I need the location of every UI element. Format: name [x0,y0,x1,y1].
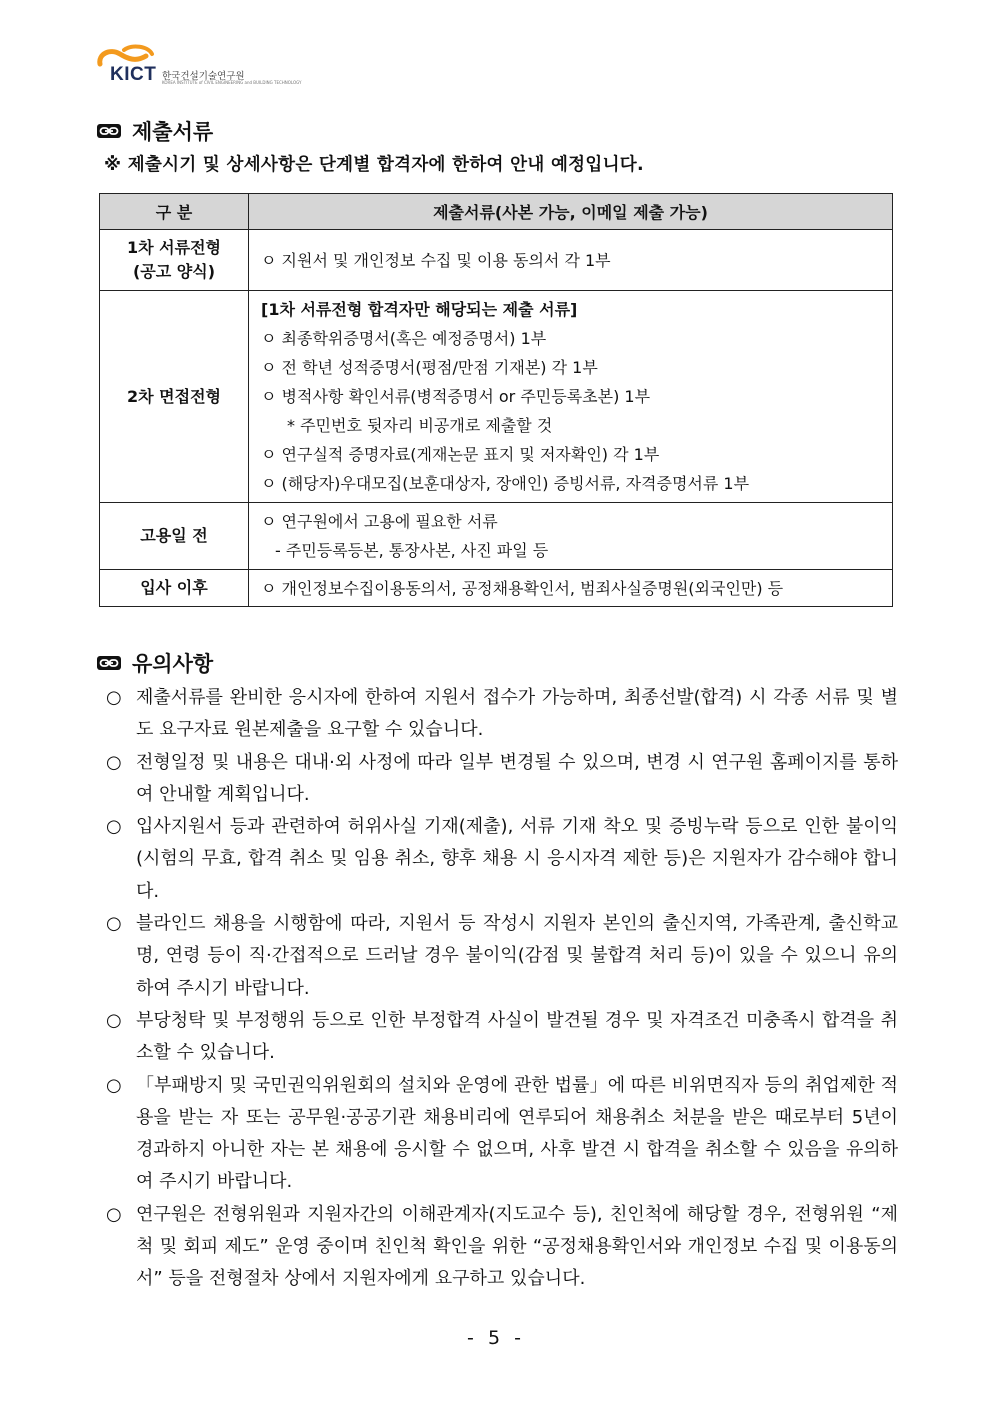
category-line: 입사 이후 [140,578,208,597]
documents-table [99,193,893,607]
row-category [100,503,249,570]
org-name: 한국건설기술연구원 [162,71,245,82]
row-category [100,291,249,503]
notes-list [104,682,898,1296]
row-content [249,570,893,607]
row-content [249,503,893,570]
list-item [104,1199,898,1296]
bullet: ○ [106,1009,122,1031]
note-text: 블라인드 채용을 시행함에 따라, 지원서 등 작성시 지원자 본인의 출신지역, 가족관계, 출신학교명, 연령 등이 직·간접적으로 드러날 경우 불이익(감점 및 불합격 처리 등)이 있을 수 있으니 유의하여 주시기 바랍니다. [136,913,898,999]
notes-section-header [96,648,213,678]
note-text: 전형일정 및 내용은 대내·외 사정에 따라 일부 변경될 수 있으며, 변경 시 연구원 홈페이지를 통하여 안내할 계획입니다. [136,751,898,805]
row-content [249,291,893,503]
row-category [100,570,249,607]
content-line: ㅇ 지원서 및 개인정보 수집 및 이용 동의서 각 1부 [261,250,611,270]
row-category [100,230,249,291]
link-icon [96,122,122,140]
list-item [104,1005,898,1070]
content-line: ㅇ 개인정보수집이용동의서, 공정채용확인서, 범죄사실증명원(외국인만) 등 [261,578,784,598]
content-line: ㅇ 전 학년 성적증명서(평점/만점 기재본) 각 1부 [261,358,598,377]
header-documents: 제출서류(사본 가능, 이메일 제출 가능) [249,194,893,230]
content-line: ㅇ (해당자)우대모집(보훈대상자, 장애인) 증빙서류, 자격증명서류 1부 [261,474,750,493]
note-text: 「부패방지 및 국민권익위원회의 설치와 운영에 관한 법률」에 따른 비위면직자 등의 취업제한 적용을 받는 자 또는 공무원·공공기관 채용비리에 연루되어 채용취소 처분을 받은 때로부터 5년이 경과하지 아니한 자는 본 채용에 응시할 수 없으며, 사후 발견 시 합격을 취소할 수 있음을 유의하여 주시기 바랍니다. [136,1074,898,1193]
bullet: ○ [106,1074,122,1096]
logo-text: KICT [110,64,157,85]
documents-title: 제출서류 [132,120,214,144]
note-text: 연구원은 전형위원과 지원자간의 이해관계자(지도교수 등), 친인척에 해당할 경우, 전형위원 “제척 및 회피 제도” 운영 중이며 친인척 확인을 위한 “공정채용확인서와 개인정보 수집 및 이용동의서” 등을 전형절차 상에서 지원자에게 요구하고 있습니다. [136,1203,898,1290]
content-line: ㅇ 최종학위증명서(혹은 예정증명서) 1부 [261,329,547,348]
note-text: 제출서류를 완비한 응시자에 한하여 지원서 접수가 가능하며, 최종선발(합격) 시 각종 서류 및 별도 요구자료 원본제출을 요구할 수 있습니다. [136,687,898,741]
bullet: ○ [106,816,122,838]
list-item [104,682,898,747]
category-line: 1차 서류전형 [127,238,221,257]
list-item [104,908,898,1005]
link-icon [96,654,122,672]
table-row [100,291,893,503]
bullet: ○ [106,687,122,708]
note-text: 부당청탁 및 부정행위 등으로 인한 부정합격 사실이 발견될 경우 및 자격조건 미충족시 합격을 취소할 수 있습니다. [136,1009,898,1064]
table-row [100,570,893,607]
category-line: 2차 면접전형 [127,386,221,406]
documents-section-header [96,116,213,146]
content-line: [1차 서류전형 합격자만 해당되는 제출 서류] [261,300,578,319]
content-line: ㅇ 병적사항 확인서류(병적증명서 or 주민등록초본) 1부 [261,387,651,406]
content-line: ㅇ 연구원에서 고용에 필요한 서류 [261,512,498,531]
list-item [104,811,898,908]
bullet: ○ [106,751,122,773]
category-line: 고용일 전 [140,526,208,545]
header-category: 구 분 [100,194,249,230]
bullet: ○ [106,1203,122,1225]
content-line: ㅇ 연구실적 증명자료(게재논문 표지 및 저자확인) 각 1부 [261,445,660,464]
note-text: 입사지원서 등과 관련하여 허위사실 기재(제출), 서류 기재 착오 및 증빙누락 등으로 인한 불이익(시험의 무효, 합격 취소 및 임용 취소, 향후 채용 시 응시자격 제한 등)은 지원자가 감수해야 합니다. [136,816,898,902]
table-row [100,503,893,570]
content-line: - 주민등록등본, 통장사본, 사진 파일 등 [275,541,549,560]
table-row [100,230,893,291]
page-number: - 5 - [467,1327,525,1349]
category-line: (공고 양식) [132,262,216,281]
org-name-en: KOREA INSTITUTE of CIVIL ENGINEERING and BUILDING TECHNOLOGY [162,80,302,85]
list-item [104,1070,898,1199]
notes-title: 유의사항 [132,652,214,676]
bullet: ○ [106,913,122,935]
kict-logo [96,44,302,85]
row-content [249,230,893,291]
list-item [104,747,898,812]
content-line: * 주민번호 뒷자리 비공개로 제출할 것 [287,416,553,435]
notice-text: ※ 제출시기 및 상세사항은 단계별 합격자에 한하여 안내 예정입니다. [104,155,644,175]
table-header-row [100,194,893,230]
